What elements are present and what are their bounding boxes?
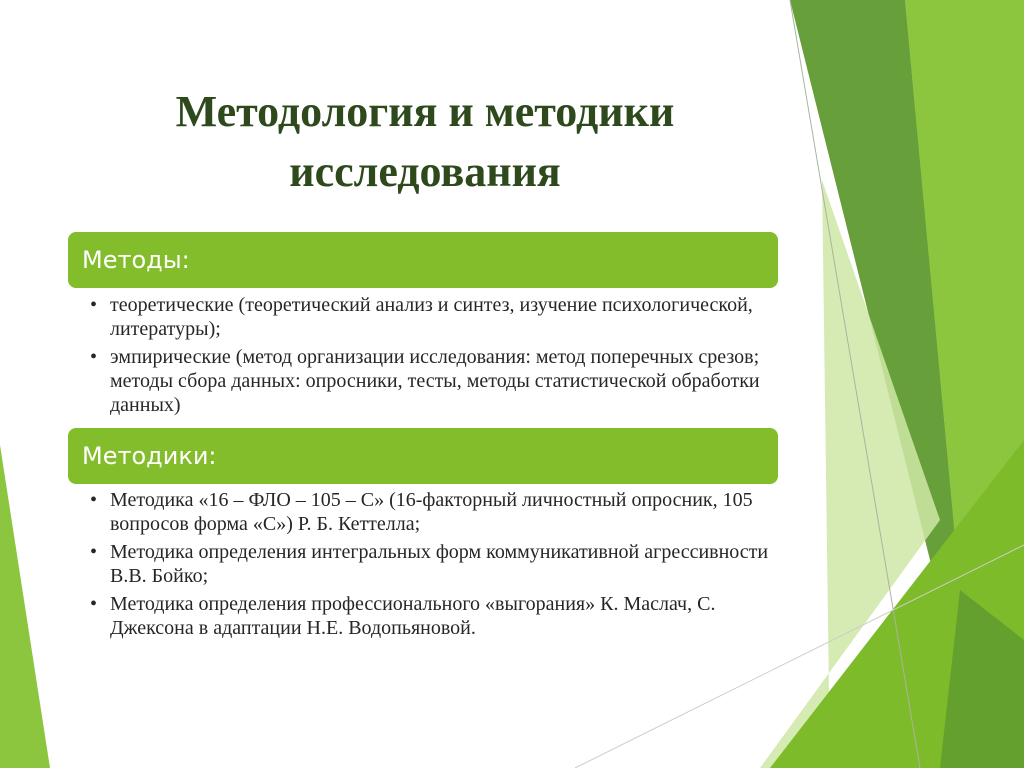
techniques-list xyxy=(90,488,780,644)
techniques-item-boyko: • Методика определения интегральных форм коммуникативной агрессивности В.В. Бойко; xyxy=(90,540,780,588)
methods-list xyxy=(90,293,780,421)
slide-title xyxy=(100,82,750,202)
techniques-header: Методики: xyxy=(68,428,778,484)
slide-title-line-1: Методология и методики xyxy=(175,87,675,136)
methods-item-theoretical: • теоретические (теоретический анализ и синтез, изучение психологической, литературы); xyxy=(90,293,780,341)
techniques-item-maslach: • Методика определения профессионального «выгорания» К. Маслач, С. Джексона в адаптации Н.Е. Водопьяновой. xyxy=(90,592,780,640)
methods-item-empirical: • эмпирические (метод организации исследования: метод поперечных срезов; методы сбора данных: опросники, тесты, методы статистической обработки данных) xyxy=(90,345,780,417)
techniques-item-cattell: • Методика «16 – ФЛО – 105 – С» (16-факторный личностный опросник, 105 вопросов форма «С») Р. Б. Кеттелла; xyxy=(90,488,780,536)
left-green-triangle xyxy=(0,445,50,768)
methods-header: Методы: xyxy=(68,232,778,288)
slide-title-line-2: исследования xyxy=(289,147,561,196)
